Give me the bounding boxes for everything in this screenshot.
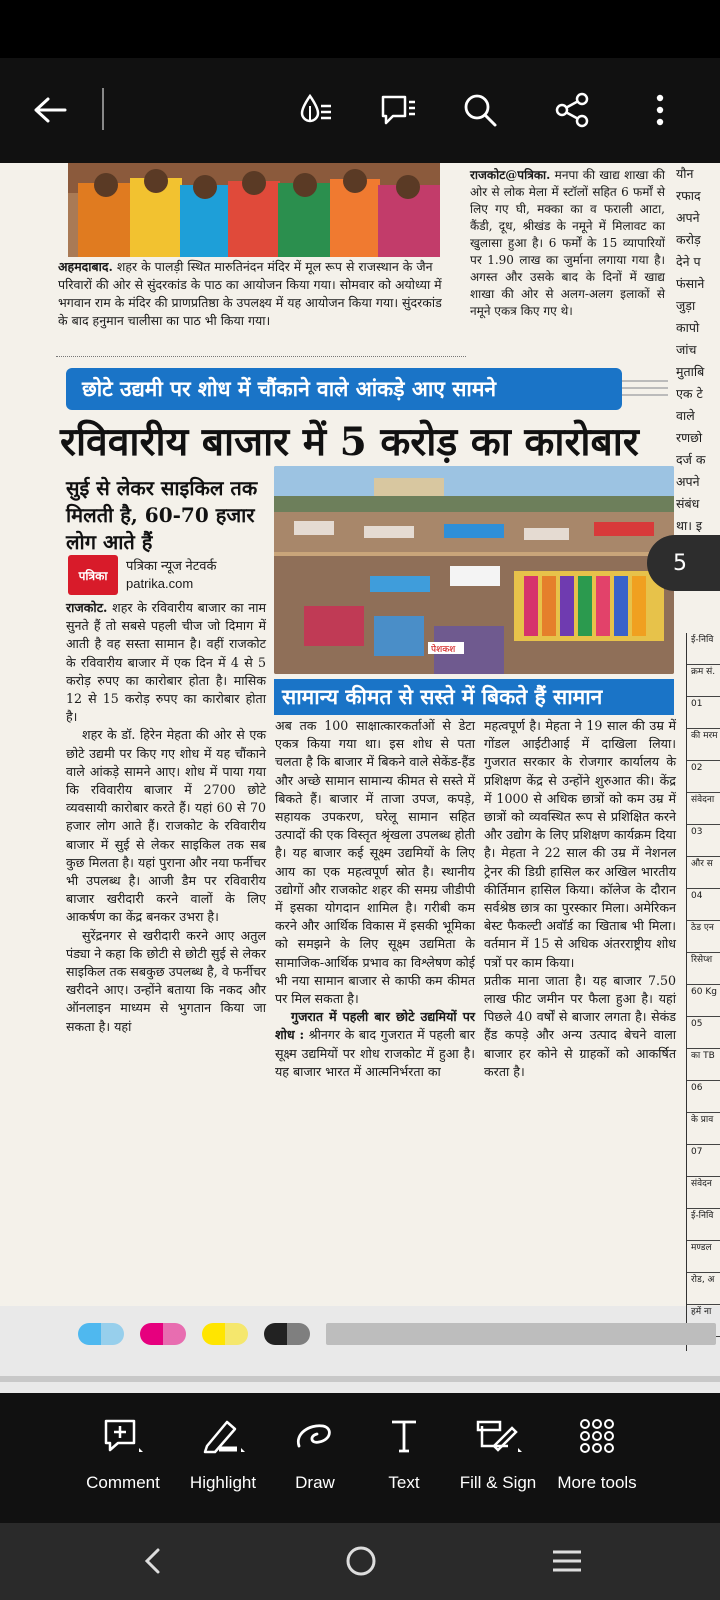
document-viewport[interactable] [0, 163, 720, 1393]
swatch-gray-bar [326, 1323, 716, 1345]
back-arrow-icon[interactable] [20, 80, 80, 140]
sunday-market-photo [274, 466, 674, 674]
cropped-text-line: देने प [676, 254, 701, 269]
market-photo-caption: सामान्य कीमत से सस्ते में बिकते हैं सामान [274, 679, 674, 715]
ad-table-row: की मरम [687, 729, 720, 761]
swatch-cyan [78, 1323, 124, 1345]
fill-sign-tool[interactable] [443, 1411, 553, 1511]
system-nav-bar [0, 1523, 720, 1600]
temple-event-photo [68, 163, 440, 257]
ad-table-row: ई-निवि [687, 1209, 720, 1241]
col2-lead: गुजरात में पहली बार छोटे उद्यमियों पर शोध : [275, 1009, 475, 1043]
ad-table-row: का TB [687, 1049, 720, 1081]
brief-text: मनपा की खाद्य शाखा की ओर से लोक मेला में स्टॉलों सहित 6 फर्मों से लिए गए घी, मक्का का व फराली आटा, कैंडी, दूध, श्रीखंड के नमूने में मिलावट का खुलासा हुआ है। 6 फर्मों के 15 व्यापारियों पर 1.90 लाख का जुर्माना लगाया गया है। अगस्त और उसके बाद के दिनों में खाद्य शाखा की ओर से अलग-अलग इलाकों से नमूने एकत्र किए गए थे। [470, 168, 665, 318]
cropped-text-line: दर्ज क [676, 452, 706, 467]
ad-table-row: ई-निवि [687, 633, 720, 665]
kicker-decoration [622, 375, 668, 403]
col1-lead: राजकोट. [66, 600, 108, 615]
text-tool-label: Text [388, 1473, 420, 1492]
col2-p2-text: श्रीनगर के बाद गुजरात में पहली बार सूक्ष्म उद्यमियों पर शोध राजकोट में हुआ है। यह बाजार भारत में आत्मनिर्भरता का [275, 1027, 476, 1079]
page-number-indicator[interactable]: 5 [647, 535, 720, 591]
patrika-logo: पत्रिका [68, 555, 118, 595]
bottom-toolbar [0, 1393, 720, 1523]
recents-nav-icon[interactable] [532, 1535, 602, 1587]
col1-para-2: शहर के डॉ. हिरेन मेहता की ओर से एक छोटे उद्यमी पर किए गए शोध में यह चौंकाने वाले आंकड़े सामने आए। शोध में पाया गया कि रविवारीय बाजार में 2700 छोटे व्यवसायी कारोबार करते हैं। यहां 60 से 70 हजार लोग आते हैं। राजकोट के रविवारीय बाजार में सुई से लेकर साइकिल तक सब कुछ मिलता है। यहां पुराना और नया फर्नीचर भी उपलब्ध है। आजी डैम पर रविवारीय बाजार खरीदारी करने वालों के लिए आकर्षण का केंद्र बनकर उभरा है। [66, 727, 266, 925]
top-toolbar [0, 58, 720, 163]
ad-table-row: ठेड एन [687, 921, 720, 953]
tender-ad-table [686, 633, 720, 1351]
photo-caption [58, 258, 450, 330]
cropped-text-line: जांच [676, 342, 697, 357]
comment-tool-label: Comment [86, 1473, 160, 1492]
fill-sign-tool-label: Fill & Sign [459, 1473, 537, 1492]
comment-add-icon [68, 1411, 178, 1461]
cropped-text-line: अपने [676, 474, 700, 489]
more-vertical-icon[interactable] [630, 80, 690, 140]
cropped-text-line: अपने [676, 210, 700, 225]
brief-lead: राजकोट@पत्रिका. [470, 168, 551, 182]
draw-tool-label: Draw [295, 1473, 335, 1492]
newspaper-page [0, 163, 720, 1317]
page-separator [0, 1376, 720, 1382]
caption-text: शहर के पालड़ी स्थित मारुतिनंदन मंदिर में मूल रूप से राजस्थान के जैन परिवारों की ओर से सुंदरकांड के पाठ का आयोजन किया गया। सोमवार को अयोध्या में भगवान राम के मंदिर की प्राणप्रतिष्ठा के उपलक्ष्य में यह आयोजन किया गया। सुंदरकांड के बाद हनुमान चालीसा का पाठ भी किया गया। [58, 259, 442, 328]
market-sign: पेशकश [431, 645, 456, 655]
article-column-1 [66, 599, 266, 1036]
cropped-text-line: वाले [676, 408, 695, 423]
toolbar-divider [102, 88, 104, 130]
back-nav-icon[interactable] [118, 1535, 188, 1587]
ad-table-row: क्रम सं. [687, 665, 720, 697]
ad-table-row: रिसेप्श [687, 953, 720, 985]
ad-table-row: 07 [687, 1145, 720, 1177]
col2-para-2 [275, 1008, 475, 1081]
cropped-text-line: संबंध [676, 496, 700, 511]
search-icon[interactable] [450, 80, 510, 140]
section-divider [56, 356, 466, 357]
ad-table-row: 60 Kg [687, 985, 720, 1017]
cropped-text-line: रणछो [676, 430, 703, 445]
ad-table-row: मण्डल [687, 1241, 720, 1273]
swatch-yellow [202, 1323, 248, 1345]
ad-table-row: 06 [687, 1081, 720, 1113]
comment-tool[interactable] [68, 1411, 178, 1511]
share-icon[interactable] [542, 80, 602, 140]
ad-table-row: 03 [687, 825, 720, 857]
cropped-text-line: मुताबि [676, 364, 705, 379]
ad-table-row: 05 [687, 1017, 720, 1049]
swatch-magenta [140, 1323, 186, 1345]
col2-para-1: अब तक 100 साक्षात्कारकर्ताओं से डेटा एकत्र किया गया था। इस शोध से पता चलता है कि बाजार में बिकने वाले सेकेंड-हैंड और अच्छे सामान सामान्य कीमत से सस्ते में बिकते हैं। बाजार में ताजा उपज, कपड़े, सहायक उपकरण, घरेलू सामान सहित उत्पादों की एक विस्तृत श्रृंखला उपलब्ध होती है। यह बाजार कई सूक्ष्म उद्यमियों के लिए आय का एक महत्वपूर्ण स्रोत है। स्थानीय उद्योगों और राजकोट शहर की समग्र जीडीपी में इसका योगदान शामिल है। गरीबी कम करने और आर्थिक विकास में इसकी भूमिका को समझने के लिए सूक्ष्म उद्यमिता के सामाजिक-आर्थिक प्रभाव का विश्लेषण कोई भी नया सामान बाजार से काफी कम कीमत पर मिल सकता है। [275, 718, 475, 1007]
print-color-swatches [78, 1318, 718, 1348]
article-kicker: छोटे उद्यमी पर शोध में चौंकाने वाले आंकड़े आए सामने [66, 368, 622, 410]
cropped-text-line: जुड़ा [676, 298, 696, 313]
ad-table-row: 01 [687, 697, 720, 729]
caption-lead: अहमदाबाद. [58, 259, 113, 274]
col1-p1-text: शहर के रविवारीय बाजार का नाम सुनते हैं तो सबसे पहली चीज जो दिमाग में आती है वह सस्ता सामान है। वहीं राजकोट के रविवारीय बाजार में एक दिन में 4 से 5 करोड़ रुपए का कारोबार होता है। मासिक 12 से 15 करोड़ रुपए का कारोबार होता है। [66, 600, 266, 725]
cropped-text-line: यौन [676, 166, 694, 181]
col3-para-2: प्रतीक माना जाता है। यह बाजार 7.50 लाख फीट जमीन पर फैला हुआ है। यहां पिछले 40 वर्षों से बाजार लगता है। सेकंड हैंड कपड़े और अन्य उत्पाद बेचने वाला बाजार हर कोने से ग्राहकों को आकर्षित करता है। [484, 972, 676, 1079]
article-column-2 [275, 717, 475, 1081]
ad-table-row: हमें ना [687, 1305, 720, 1337]
more-tools-icon [542, 1411, 652, 1461]
cropped-text-line: एक टे [676, 386, 703, 401]
col1-para-3: सुरेंद्रनगर से खरीदारी करने आए अतुल पंड्या ने कहा कि छोटी से छोटी सुई से लेकर साइकिल तक सबकुछ उपलब्ध है, वे फर्नीचर खरीदने आए। उन्होंने बताया कि नकद और ऑनलाइन माध्यम से भुगतान किया जा सकता है। यहां [66, 927, 266, 1034]
ad-table-row: और स [687, 857, 720, 889]
byline-network: पत्रिका न्यूज नेटवर्क [126, 558, 217, 573]
status-bar [0, 0, 720, 58]
byline [126, 557, 217, 593]
food-sample-brief [470, 167, 665, 320]
ad-table-row: 04 [687, 889, 720, 921]
cropped-text-line: था। इ [676, 518, 703, 533]
more-tools-label: More tools [557, 1473, 637, 1492]
article-subhead: सुई से लेकर साइकिल तक मिलती है, 60-70 हजार लोग आते हैं [66, 476, 258, 554]
more-tools-button[interactable] [542, 1411, 652, 1511]
cropped-text-line: फंसाने [676, 276, 705, 291]
cropped-text-line: कापो [676, 320, 700, 335]
ad-table-row: 02 [687, 761, 720, 793]
ad-table-row: संवेदन [687, 1177, 720, 1209]
swatch-black [264, 1323, 310, 1345]
cropped-right-column [676, 163, 720, 559]
ad-table-row: संवेदना [687, 793, 720, 825]
read-mode-icon[interactable] [286, 80, 346, 140]
col1-para-1 [66, 599, 266, 726]
cropped-text-line: रफाद [676, 188, 701, 203]
highlight-tool-label: Highlight [189, 1473, 257, 1492]
ad-table-row: के प्राव [687, 1113, 720, 1145]
home-nav-icon[interactable] [326, 1535, 396, 1587]
fill-sign-icon [443, 1411, 553, 1461]
ad-table-row: रोड, अ [687, 1273, 720, 1305]
comment-list-icon[interactable] [368, 80, 428, 140]
col3-para-1: महत्वपूर्ण है। मेहता ने 19 साल की उम्र में गोंडल आईटीआई में दाखिला लिया। गुजरात सरकार के रोजगार कार्यालय के प्रशिक्षण केंद्र से उन्होंने शुरुआत की। केंद्र में 1000 से अधिक छात्रों को कम उम्र में छात्रों को व्यवस्थित रूप से प्रशिक्षित करने और उद्योग के लिए प्रशिक्षण कार्यक्रम दिया है। मेहता ने 22 साल की उम्र में नेशनल ट्रेनर की डिग्री हासिल कर अखिल भारतीय कीर्तिमान हासिल किया। कॉलेज के दौरान सर्वश्रेष्ठ छात्र का पुरस्कार मिला। अमेरिकन बेस्ट फैकल्टी अवॉर्ड का खिताब भी मिला। वर्तमान में 15 से अधिक अंतरराष्ट्रीय शोध पत्रों पर काम किया। [484, 718, 676, 970]
cropped-text-line: करोड़ [676, 232, 701, 247]
article-column-3 [484, 717, 676, 1081]
article-headline: रविवारीय बाजार में 5 करोड़ का कारोबार [60, 419, 639, 465]
byline-site: patrika.com [126, 576, 194, 591]
